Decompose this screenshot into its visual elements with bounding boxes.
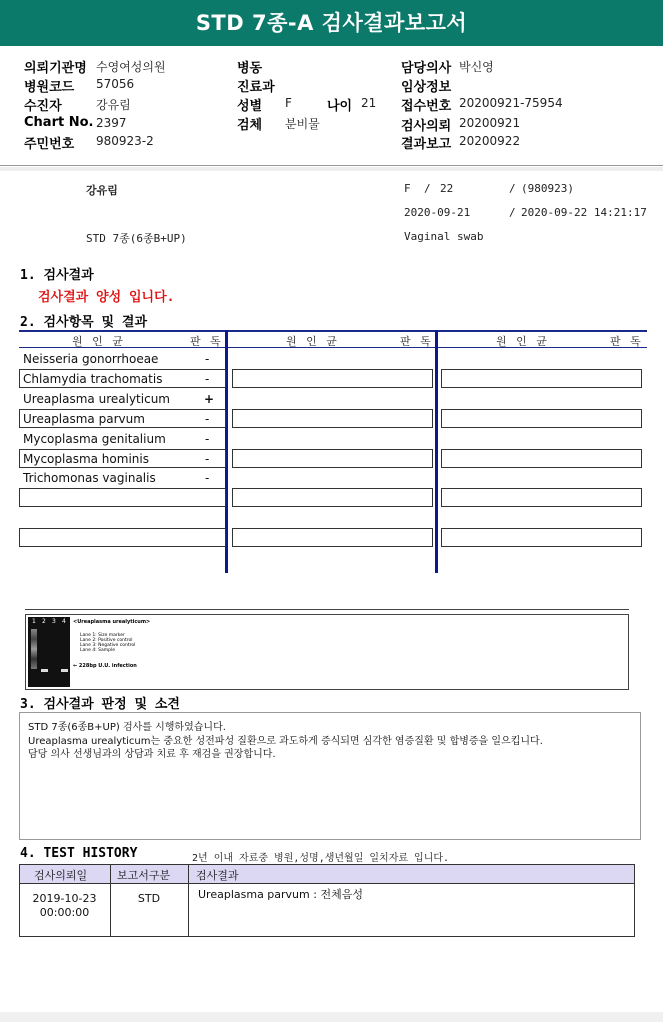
age-label: 나이 <box>327 99 353 114</box>
col3-row-8 <box>441 488 642 507</box>
sample-band <box>61 669 68 672</box>
section4-note: 2년 이내 자료중 병원,성명,생년월일 일치자료 입니다. <box>192 853 450 864</box>
report-title: STD 7종-A 검사결과보고서 <box>0 0 663 46</box>
col-reading-3: 판 독 <box>610 335 644 348</box>
col2-row-6 <box>232 449 433 468</box>
organism-row-4: Ureaplasma parvum <box>23 412 145 426</box>
reading-row-7: - <box>205 471 210 485</box>
column-divider-2 <box>435 330 438 573</box>
history-right-rule <box>634 864 635 937</box>
institution-label: 의뢰기관명 <box>24 61 87 76</box>
doctor-label: 담당의사 <box>401 61 452 76</box>
history-type: STD <box>137 892 161 905</box>
summary-age: 22 <box>440 182 454 195</box>
gel-band-label: ← 228bp U.U. infection <box>73 663 137 669</box>
summary-birth: (980923) <box>521 182 574 195</box>
age-value: 21 <box>361 96 377 110</box>
col2-row-8 <box>232 488 433 507</box>
findings-line-2: Ureaplasma urealyticum는 중요한 성전파성 질환으로 과도하게 증식되면 심각한 염증질환 및 합병증을 일으킵니다. <box>28 736 543 747</box>
col3-row-6 <box>441 449 642 468</box>
reading-row-3: + <box>204 392 215 406</box>
organism-row-5: Mycoplasma genitalium <box>23 432 166 446</box>
col2-row-10 <box>232 528 433 547</box>
history-header <box>19 865 635 884</box>
history-date-2: 00:00:00 <box>39 906 90 919</box>
history-col-date: 검사의뢰일 <box>34 869 88 882</box>
col2-row-2 <box>232 369 433 388</box>
section1-title: 1. 검사결과 <box>20 268 94 283</box>
reading-row-5: - <box>205 432 210 446</box>
gel-top-rule <box>25 609 629 610</box>
lane-4-label: 4 <box>62 618 66 625</box>
request-value: 20200921 <box>459 116 521 130</box>
findings-line-3: 담당 의사 선생님과의 상담과 치료 후 재검을 권장합니다. <box>28 749 276 760</box>
institution-value: 수영여성의원 <box>96 60 166 74</box>
summary-specimen: Vaginal swab <box>404 230 484 243</box>
reception-value: 20200921-75954 <box>459 96 563 110</box>
history-col-type: 보고서구분 <box>117 869 171 882</box>
section2-title: 2. 검사항목 및 결과 <box>20 315 148 330</box>
summary-sep2: / <box>509 182 516 195</box>
request-label: 검사의뢰 <box>401 119 452 134</box>
findings-line-1: STD 7종(6종B+UP) 검사를 시행하였습니다. <box>28 722 226 733</box>
organism-row-3: Ureaplasma urealyticum <box>23 392 170 406</box>
summary-name: 강유림 <box>86 184 118 197</box>
history-date-1: 2019-10-23 <box>32 892 97 905</box>
organism-row-7: Trichomonas vaginalis <box>23 471 156 485</box>
section1-result: 검사결과 양성 입니다. <box>38 290 175 305</box>
history-col-rule-2 <box>188 864 189 937</box>
section3-title: 3. 검사결과 판정 및 소견 <box>20 697 180 712</box>
lane-1-label: 1 <box>32 618 36 625</box>
report-date-label: 결과보고 <box>401 137 452 152</box>
specimen-label: 검체 <box>237 118 263 133</box>
summary-sex: F <box>404 182 411 195</box>
summary-sep3: / <box>509 206 516 219</box>
hospital-code-label: 병원코드 <box>24 80 75 95</box>
history-header-rule <box>19 883 635 884</box>
col-reading-1: 판 독 <box>190 335 224 348</box>
reading-row-4: - <box>205 412 210 426</box>
table-row-empty-1 <box>19 488 226 507</box>
col2-row-4 <box>232 409 433 428</box>
sex-label: 성별 <box>237 99 263 114</box>
report-date-value: 20200922 <box>459 134 521 148</box>
hospital-code-value: 57056 <box>96 77 135 91</box>
ssn-value: 980923-2 <box>96 134 154 148</box>
doctor-value: 박신영 <box>459 60 494 74</box>
history-top-rule <box>19 864 635 865</box>
reception-label: 접수번호 <box>401 99 452 114</box>
ward-label: 병동 <box>237 61 263 76</box>
reading-row-2: - <box>205 372 210 386</box>
summary-date2: 2020-09-22 14:21:17 <box>521 206 647 219</box>
col3-row-2 <box>441 369 642 388</box>
dept-label: 진료과 <box>237 80 275 95</box>
clinical-label: 임상정보 <box>401 80 452 95</box>
section4-title: 4. TEST HISTORY <box>20 846 138 861</box>
gel-legend-3: Lane 3: Negative control <box>80 643 136 648</box>
col-organism-3: 원 인 균 <box>496 335 550 348</box>
table-top-rule <box>19 330 647 332</box>
col-organism-2: 원 인 균 <box>286 335 340 348</box>
chart-no-label: Chart No. <box>24 115 94 130</box>
organism-row-6: Mycoplasma hominis <box>23 452 149 466</box>
table-row-empty-2 <box>19 528 226 547</box>
gel-legend-1: Lane 1: Size marker <box>80 633 125 638</box>
organism-row-1: Neisseria gonorrhoeae <box>23 352 159 366</box>
reading-row-6: - <box>205 452 210 466</box>
organism-row-2: Chlamydia trachomatis <box>23 372 163 386</box>
sex-value: F <box>285 96 292 110</box>
col3-row-4 <box>441 409 642 428</box>
summary-sep1: / <box>424 182 431 195</box>
ssn-label: 주민번호 <box>24 137 75 152</box>
header-divider <box>0 167 663 171</box>
col-reading-2: 판 독 <box>400 335 434 348</box>
reading-row-1: - <box>205 352 210 366</box>
summary-test: STD 7종(6종B+UP) <box>86 232 187 245</box>
summary-date1: 2020-09-21 <box>404 206 471 219</box>
marker-ladder <box>31 629 37 669</box>
history-col-result: 검사결과 <box>196 869 239 882</box>
lane-3-label: 3 <box>52 618 56 625</box>
gel-title: <Ureaplasma urealyticum> <box>73 619 151 625</box>
gel-image <box>28 617 70 687</box>
positive-control-band <box>41 669 48 672</box>
history-result: Ureaplasma parvum : 전체음성 <box>198 888 363 901</box>
page-bottom-bar <box>0 1012 663 1022</box>
patient-value: 강유림 <box>96 98 131 112</box>
history-bottom-rule <box>19 936 635 937</box>
gel-legend-2: Lane 2: Positive control <box>80 638 133 643</box>
specimen-value: 분비물 <box>285 117 320 131</box>
gel-legend-4: Lane 4: Sample <box>80 648 115 653</box>
patient-label: 수진자 <box>24 99 62 114</box>
chart-no-value: 2397 <box>96 116 127 130</box>
gel-panel <box>25 614 629 690</box>
lane-2-label: 2 <box>42 618 46 625</box>
col3-row-10 <box>441 528 642 547</box>
col-organism-1: 원 인 균 <box>72 335 126 348</box>
